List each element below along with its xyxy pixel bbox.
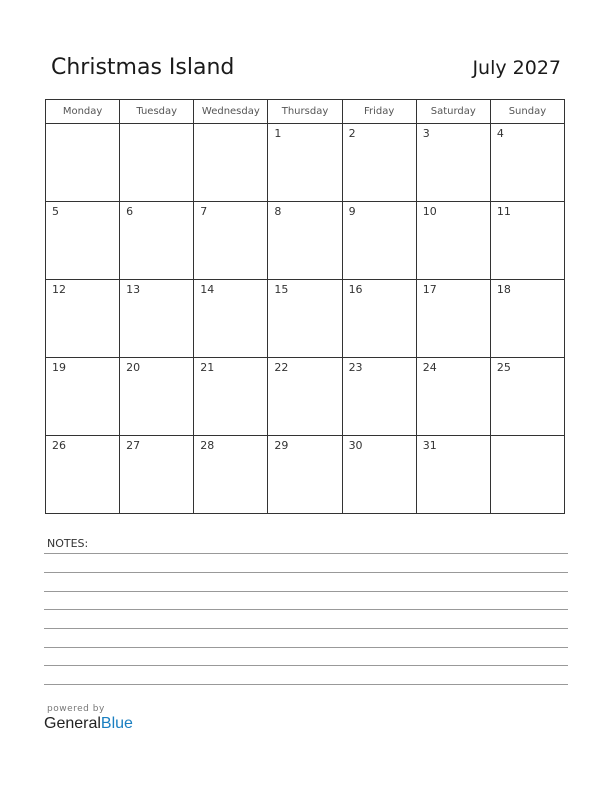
note-line (44, 647, 568, 648)
weekday-header: Saturday (416, 100, 490, 124)
month-label: July 2027 (472, 57, 561, 79)
day-cell (268, 124, 342, 202)
note-line (44, 609, 568, 610)
note-line (44, 684, 568, 685)
day-cell (120, 124, 194, 202)
day-number: 24 (422, 361, 437, 374)
day-cell (342, 124, 416, 202)
day-number: 11 (496, 205, 511, 218)
day-cell (490, 124, 564, 202)
weekday-header: Thursday (268, 100, 342, 124)
day-number: 25 (496, 361, 511, 374)
note-line (44, 572, 568, 573)
day-number: 14 (200, 283, 215, 296)
day-cell (120, 280, 194, 358)
day-number (120, 124, 193, 127)
day-number: 5 (52, 205, 59, 218)
day-number: 1 (274, 127, 282, 140)
day-cell (342, 358, 416, 436)
day-cell (194, 124, 268, 202)
day-cell (268, 358, 342, 436)
brand-name-blue: Blue (100, 715, 133, 732)
week-row (46, 202, 565, 280)
weekday-header: Sunday (490, 100, 564, 124)
week-row (46, 280, 565, 358)
day-number: 22 (274, 361, 289, 374)
day-number (491, 436, 564, 439)
day-number: 9 (348, 205, 356, 218)
day-cell (416, 202, 490, 280)
day-cell (490, 280, 564, 358)
day-cell (46, 202, 120, 280)
day-number: 20 (126, 361, 141, 374)
day-number: 23 (348, 361, 363, 374)
day-cell (490, 436, 564, 514)
day-cell (268, 280, 342, 358)
day-number: 7 (200, 205, 208, 218)
day-number: 31 (422, 439, 437, 452)
note-line (44, 553, 568, 554)
day-number: 8 (274, 205, 282, 218)
week-row (46, 436, 565, 514)
day-cell (46, 358, 120, 436)
day-number: 17 (422, 283, 437, 296)
week-row (46, 124, 565, 202)
day-number: 21 (200, 361, 215, 374)
weekday-header-row (46, 100, 565, 124)
day-cell (416, 358, 490, 436)
day-cell (268, 202, 342, 280)
day-number: 30 (348, 439, 363, 452)
day-number: 13 (126, 283, 141, 296)
day-number: 29 (274, 439, 289, 452)
day-number: 4 (496, 127, 504, 140)
day-cell (268, 436, 342, 514)
day-number: 18 (496, 283, 511, 296)
day-number: 26 (52, 439, 66, 452)
day-cell (46, 436, 120, 514)
day-cell (46, 280, 120, 358)
day-cell (342, 280, 416, 358)
day-cell (342, 202, 416, 280)
weekday-header: Wednesday (194, 100, 268, 124)
day-cell (416, 124, 490, 202)
day-number: 10 (422, 205, 437, 218)
day-cell (194, 358, 268, 436)
note-line (44, 591, 568, 592)
day-cell (120, 358, 194, 436)
day-number: 2 (348, 127, 356, 140)
day-number: 15 (274, 283, 289, 296)
notes-label: NOTES: (47, 537, 89, 550)
day-cell (46, 124, 120, 202)
week-row (46, 358, 565, 436)
day-cell (416, 436, 490, 514)
day-cell (490, 358, 564, 436)
calendar-title: Christmas Island (51, 55, 235, 80)
day-cell (416, 280, 490, 358)
day-number: 16 (348, 283, 363, 296)
day-cell (120, 202, 194, 280)
day-number: 28 (200, 439, 215, 452)
day-cell (490, 202, 564, 280)
day-cell (342, 436, 416, 514)
day-number: 27 (126, 439, 141, 452)
brand-name-general: General (44, 715, 101, 732)
brand-name (44, 715, 133, 733)
brand-logo (44, 704, 133, 733)
day-cell (120, 436, 194, 514)
powered-by-text: powered by (47, 704, 105, 714)
note-line (44, 665, 568, 666)
calendar-grid (45, 99, 565, 514)
day-number: 6 (126, 205, 134, 218)
weekday-header: Tuesday (120, 100, 194, 124)
day-cell (194, 280, 268, 358)
day-number (46, 124, 119, 127)
day-cell (194, 202, 268, 280)
weekday-header: Monday (46, 100, 120, 124)
day-cell (194, 436, 268, 514)
day-number (194, 124, 267, 127)
weekday-header: Friday (342, 100, 416, 124)
day-number: 19 (52, 361, 66, 374)
note-line (44, 628, 568, 629)
day-number: 12 (52, 283, 66, 296)
day-number: 3 (422, 127, 430, 140)
